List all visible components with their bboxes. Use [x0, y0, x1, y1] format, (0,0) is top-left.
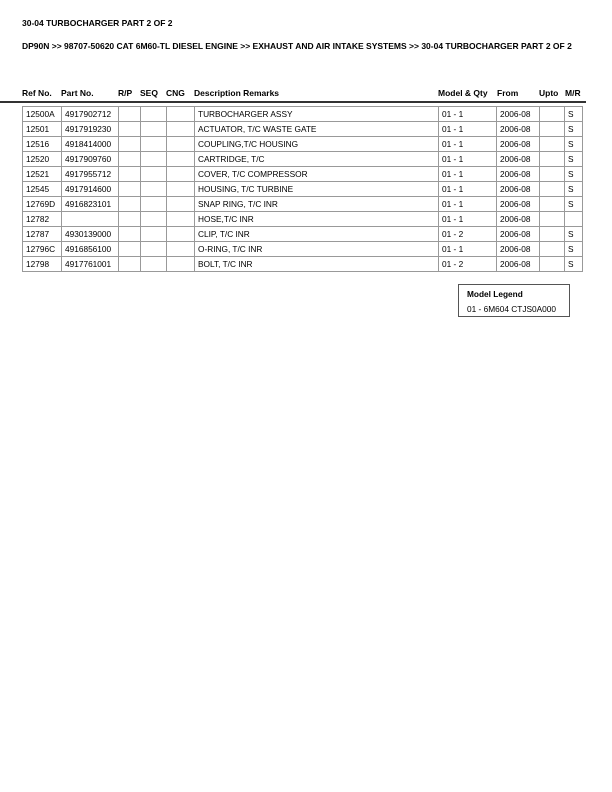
cell-ref-no: 12500A [23, 107, 62, 122]
table-row [23, 227, 583, 242]
cell-mr: S [565, 257, 583, 272]
cell-seq [141, 107, 167, 122]
table-row [23, 242, 583, 257]
cell-seq [141, 242, 167, 257]
cell-description: O-RING, T/C INR [195, 242, 439, 257]
cell-from: 2006-08 [497, 242, 540, 257]
table-row [23, 107, 583, 122]
cell-from: 2006-08 [497, 122, 540, 137]
table-row [23, 152, 583, 167]
cell-description: COVER, T/C COMPRESSOR [195, 167, 439, 182]
cell-seq [141, 227, 167, 242]
cell-cng [167, 122, 195, 137]
cell-model-qty: 01 - 1 [439, 242, 497, 257]
column-header-cng: CNG [166, 88, 185, 98]
cell-cng [167, 242, 195, 257]
cell-cng [167, 212, 195, 227]
cell-ref-no: 12501 [23, 122, 62, 137]
cell-rp [119, 242, 141, 257]
header-divider [0, 101, 586, 103]
page-title: 30-04 TURBOCHARGER PART 2 OF 2 [22, 18, 173, 28]
cell-part-no: 4917761001 [62, 257, 119, 272]
cell-from: 2006-08 [497, 257, 540, 272]
cell-from: 2006-08 [497, 107, 540, 122]
cell-description: CARTRIDGE, T/C [195, 152, 439, 167]
cell-rp [119, 137, 141, 152]
cell-ref-no: 12769D [23, 197, 62, 212]
cell-mr: S [565, 242, 583, 257]
cell-model-qty: 01 - 1 [439, 212, 497, 227]
cell-part-no: 4917955712 [62, 167, 119, 182]
table-row [23, 122, 583, 137]
cell-upto [540, 182, 565, 197]
cell-from: 2006-08 [497, 197, 540, 212]
cell-part-no: 4917919230 [62, 122, 119, 137]
cell-upto [540, 137, 565, 152]
table-row [23, 212, 583, 227]
cell-from: 2006-08 [497, 212, 540, 227]
cell-from: 2006-08 [497, 227, 540, 242]
cell-upto [540, 197, 565, 212]
cell-from: 2006-08 [497, 182, 540, 197]
cell-mr: S [565, 197, 583, 212]
cell-part-no: 4917902712 [62, 107, 119, 122]
cell-upto [540, 122, 565, 137]
cell-model-qty: 01 - 1 [439, 122, 497, 137]
table-row [23, 257, 583, 272]
cell-description: SNAP RING, T/C INR [195, 197, 439, 212]
cell-seq [141, 137, 167, 152]
cell-ref-no: 12796C [23, 242, 62, 257]
cell-cng [167, 257, 195, 272]
column-header-rp: R/P [118, 88, 133, 98]
cell-seq [141, 122, 167, 137]
cell-upto [540, 257, 565, 272]
cell-mr: S [565, 227, 583, 242]
cell-from: 2006-08 [497, 152, 540, 167]
cell-model-qty: 01 - 2 [439, 257, 497, 272]
cell-model-qty: 01 - 2 [439, 227, 497, 242]
cell-model-qty: 01 - 1 [439, 167, 497, 182]
cell-cng [167, 227, 195, 242]
cell-seq [141, 197, 167, 212]
cell-upto [540, 227, 565, 242]
cell-upto [540, 167, 565, 182]
cell-part-no: 4917909760 [62, 152, 119, 167]
cell-description: COUPLING,T/C HOUSING [195, 137, 439, 152]
column-header-from: From [497, 88, 519, 98]
cell-upto [540, 152, 565, 167]
cell-mr: S [565, 152, 583, 167]
cell-mr: S [565, 137, 583, 152]
cell-description: TURBOCHARGER ASSY [195, 107, 439, 122]
column-header-mr: M/R [565, 88, 581, 98]
cell-cng [167, 197, 195, 212]
cell-rp [119, 107, 141, 122]
table-row [23, 167, 583, 182]
cell-cng [167, 167, 195, 182]
cell-ref-no: 12521 [23, 167, 62, 182]
cell-cng [167, 107, 195, 122]
breadcrumb: DP90N >> 98707-50620 CAT 6M60-TL DIESEL ENGINE >> EXHAUST AND AIR INTAKE SYSTEMS >> 30-04 TURBOCHARGER PART 2 OF 2 [22, 41, 572, 51]
cell-ref-no: 12545 [23, 182, 62, 197]
cell-rp [119, 227, 141, 242]
cell-rp [119, 122, 141, 137]
cell-description: HOUSING, T/C TURBINE [195, 182, 439, 197]
column-header-seq: SEQ [140, 88, 158, 98]
parts-table [22, 106, 583, 272]
cell-from: 2006-08 [497, 167, 540, 182]
cell-part-no: 4918414000 [62, 137, 119, 152]
cell-seq [141, 212, 167, 227]
cell-ref-no: 12798 [23, 257, 62, 272]
cell-cng [167, 137, 195, 152]
cell-seq [141, 257, 167, 272]
model-legend [458, 284, 570, 317]
cell-model-qty: 01 - 1 [439, 182, 497, 197]
cell-cng [167, 152, 195, 167]
cell-rp [119, 182, 141, 197]
cell-description: ACTUATOR, T/C WASTE GATE [195, 122, 439, 137]
cell-rp [119, 197, 141, 212]
model-legend-value: 01 - 6M604 CTJS0A000 [467, 304, 557, 314]
cell-seq [141, 167, 167, 182]
column-header-ref-no: Ref No. [22, 88, 52, 98]
cell-rp [119, 212, 141, 227]
column-header-upto: Upto [539, 88, 559, 98]
table-row [23, 182, 583, 197]
cell-upto [540, 212, 565, 227]
column-header-part-no: Part No. [61, 88, 94, 98]
cell-mr: S [565, 107, 583, 122]
cell-rp [119, 152, 141, 167]
cell-description: BOLT, T/C INR [195, 257, 439, 272]
cell-part-no: 4916856100 [62, 242, 119, 257]
cell-upto [540, 242, 565, 257]
cell-upto [540, 107, 565, 122]
cell-model-qty: 01 - 1 [439, 137, 497, 152]
cell-mr: S [565, 122, 583, 137]
column-header-description: Description Remarks [194, 88, 280, 98]
table-row [23, 137, 583, 152]
cell-model-qty: 01 - 1 [439, 152, 497, 167]
cell-seq [141, 182, 167, 197]
cell-part-no [62, 212, 119, 227]
cell-part-no: 4917914600 [62, 182, 119, 197]
cell-rp [119, 257, 141, 272]
cell-part-no: 4916823101 [62, 197, 119, 212]
cell-seq [141, 152, 167, 167]
cell-cng [167, 182, 195, 197]
cell-rp [119, 167, 141, 182]
cell-from: 2006-08 [497, 137, 540, 152]
cell-description: CLIP, T/C INR [195, 227, 439, 242]
cell-ref-no: 12787 [23, 227, 62, 242]
cell-ref-no: 12782 [23, 212, 62, 227]
cell-part-no: 4930139000 [62, 227, 119, 242]
cell-description: HOSE,T/C INR [195, 212, 439, 227]
cell-mr: S [565, 182, 583, 197]
cell-model-qty: 01 - 1 [439, 197, 497, 212]
column-header-model-qty: Model & Qty [438, 88, 488, 98]
cell-model-qty: 01 - 1 [439, 107, 497, 122]
table-row [23, 197, 583, 212]
cell-mr: S [565, 167, 583, 182]
cell-ref-no: 12520 [23, 152, 62, 167]
cell-ref-no: 12516 [23, 137, 62, 152]
cell-mr [565, 212, 583, 227]
model-legend-title: Model Legend [467, 289, 523, 299]
